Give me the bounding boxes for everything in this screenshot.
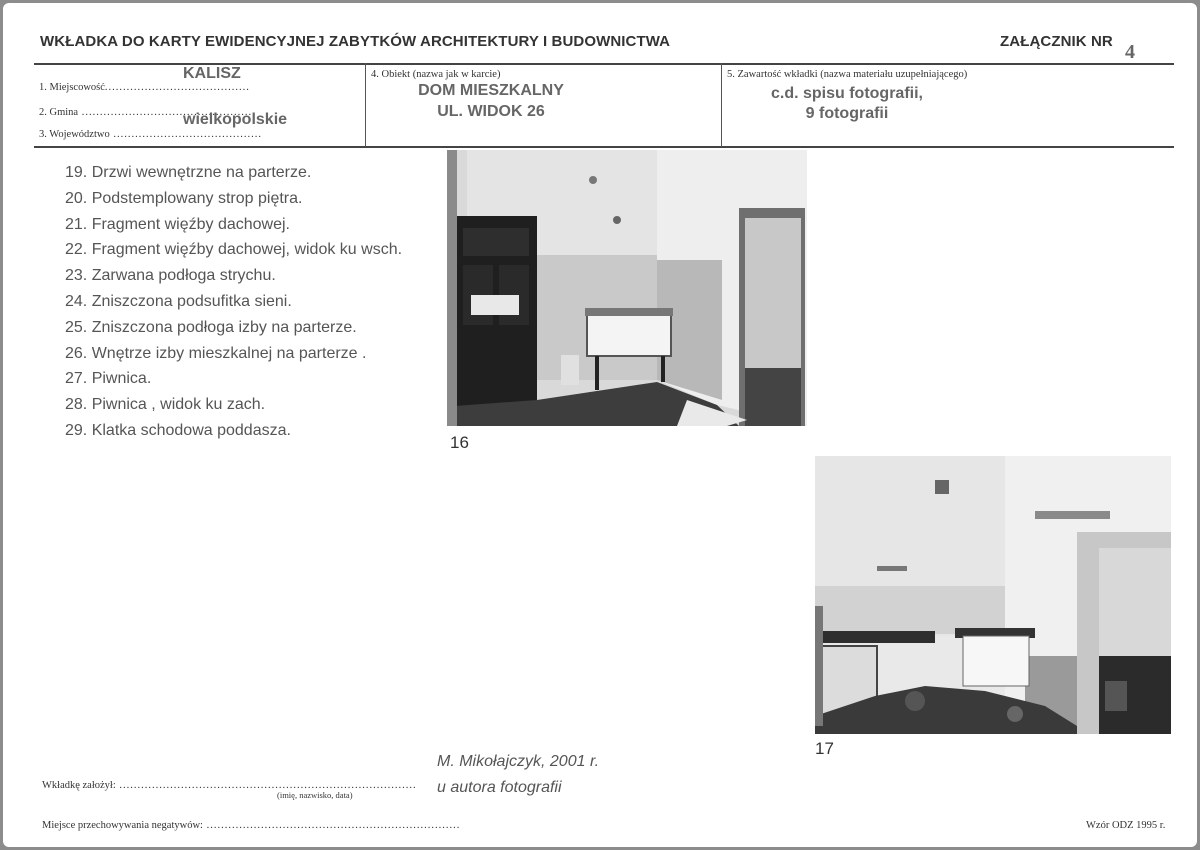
miejscowosc-label: 1. Miejscowość (39, 82, 105, 93)
wojewodztwo-label: 3. Województwo (39, 129, 110, 140)
list-item: 23. Zarwana podłoga strychu. (65, 267, 276, 285)
photo-17-number: 17 (815, 739, 834, 758)
gmina-field: 2. Gmina ................................................ (39, 107, 256, 118)
list-item: 28. Piwnica , widok ku zach. (65, 396, 266, 414)
author-value: M. Mikołajczyk, 2001 r. (437, 753, 600, 770)
author-sublabel: (imię, nazwisko, data) (277, 790, 353, 800)
column-divider (365, 63, 366, 147)
photo-17 (815, 456, 1171, 734)
list-item: 19. Drzwi wewnętrzne na parterze. (65, 164, 312, 181)
obiekt-label: 4. Obiekt (nazwa jak w karcie) (371, 69, 501, 80)
wojewodztwo-value: wielkopolskie (183, 111, 288, 128)
document-title: WKŁADKA DO KARTY EWIDENCYJNEJ ZABYTKÓW ARCHITEKTURY I BUDOWNICTWA (40, 33, 671, 50)
photo-caption-list (65, 160, 402, 444)
obiekt-line2: UL. WIDOK 26 (437, 103, 545, 120)
list-item: 27. Piwnica. (65, 370, 152, 388)
header-bottom-rule (34, 146, 1174, 148)
miejscowosc-field: 1. Miejscowość........................................ (39, 82, 250, 93)
form-id: Wzór ODZ 1995 r. (1086, 820, 1166, 831)
list-item: 25. Zniszczona podłoga izby na parterze. (65, 318, 357, 336)
gmina-label: 2. Gmina (39, 107, 79, 118)
negatives-value: u autora fotografii (437, 779, 562, 796)
list-item: 24. Zniszczona podsufitka sieni. (65, 292, 292, 310)
column-divider (721, 63, 722, 147)
list-item: 20. Podstemplowany strop piętra. (65, 189, 303, 207)
list-item: 21. Fragment więźby dachowej. (65, 215, 290, 233)
list-item: 22. Fragment więźby dachowej, widok ku wsch. (65, 241, 403, 259)
zawartosc-label: 5. Zawartość wkładki (nazwa materiału uzupełniającego) (727, 69, 968, 80)
negatives-field: Miejsce przechowywania negatywów: ...................................................................... (42, 820, 461, 831)
photo-16 (447, 150, 807, 426)
miejscowosc-value: KALISZ (183, 65, 241, 82)
author-field: Wkładkę założył: .................................................................................. (42, 780, 417, 791)
list-item: 29. Klatka schodowa poddasza. (65, 421, 291, 439)
record-insert-sheet (3, 3, 1197, 847)
zawartosc-line1: c.d. spisu fotografii, (770, 85, 923, 102)
obiekt-line1: DOM MIESZKALNY (418, 82, 564, 99)
wojewodztwo-field: 3. Województwo ......................................... (39, 129, 262, 140)
zawartosc-line2: 9 fotografii (805, 105, 889, 122)
list-item: 26. Wnętrze izby mieszkalnej na parterze . (65, 344, 367, 362)
annex-number: 4 (1125, 41, 1135, 63)
photo-16-number: 16 (450, 433, 469, 452)
author-label: Wkładkę założył: (42, 780, 116, 791)
annex-label: ZAŁĄCZNIK NR (1000, 33, 1113, 50)
negatives-label: Miejsce przechowywania negatywów: (42, 820, 203, 831)
